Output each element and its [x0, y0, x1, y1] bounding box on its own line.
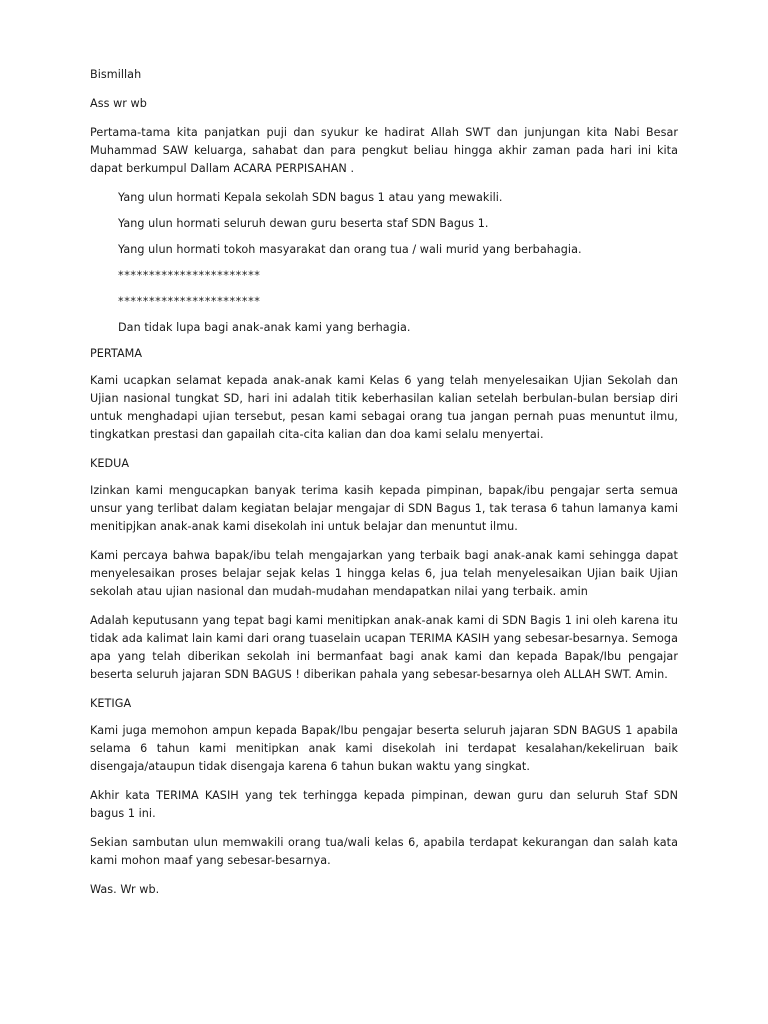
body-paragraph: Izinkan kami mengucapkan banyak terima kasih kepada pimpinan, bapak/ibu pengajar serta semua unsur yang terlibat dalam kegiatan belajar mengajar di SDN Bagus 1, tak terasa 6 tahun lamanya kami menitipjkan anak-anak kami disekolah ini untuk belajar dan menuntut ilmu.: [90, 484, 678, 533]
respect-line: Yang ulun hormati Kepala sekolah SDN bagus 1 atau yang mewakili.: [118, 191, 503, 204]
respect-line: Yang ulun hormati tokoh masyarakat dan orang tua / wali murid yang berbahagia.: [118, 243, 582, 256]
section-heading-pertama: PERTAMA: [90, 347, 143, 360]
respect-line: Yang ulun hormati seluruh dewan guru beserta staf SDN Bagus 1.: [118, 217, 489, 230]
section-heading-kedua: KEDUA: [90, 457, 130, 470]
opening-paragraph: Pertama-tama kita panjatkan puji dan syukur ke hadirat Allah SWT dan junjungan kita Nabi Besar Muhammad SAW keluarga, sahabat dan para pengkut beliau hingga akhir zaman pada hari ini kita dapat berkumpul Dallam ACARA PERPISAHAN .: [90, 126, 678, 175]
salam-opening: Ass wr wb: [90, 97, 147, 110]
asterisk-placeholder-line: ***********************: [118, 269, 261, 282]
asterisk-placeholder-line: ***********************: [118, 295, 261, 308]
respect-line: Dan tidak lupa bagi anak-anak kami yang berhagia.: [118, 321, 411, 334]
body-paragraph: Kami percaya bahwa bapak/ibu telah mengajarkan yang terbaik bagi anak-anak kami sehingga dapat menyelesaikan proses belajar sejak kelas 1 hingga kelas 6, jua telah menyelesaikan Ujian baik Ujian sekolah atau ujian nasional dan mudah-mudahan mendapatkan nilai yang terbaik. amin: [90, 549, 678, 598]
body-paragraph: Akhir kata TERIMA KASIH yang tek terhingga kepada pimpinan, dewan guru dan seluruh Staf SDN bagus 1 ini.: [90, 789, 678, 820]
body-paragraph: Adalah keputusann yang tepat bagi kami menitipkan anak-anak kami di SDN Bagis 1 ini oleh karena itu tidak ada kalimat lain kami dari orang tuaselain ucapan TERIMA KASIH yang sebesar-besarnya. Semoga apa yang telah diberikan sekolah ini bermanfaat bagi anak kami dan kepada Bapak/Ibu pengajar beserta seluruh jajaran SDN BAGUS ! diberikan pahala yang sebesar-besarnya oleh ALLAH SWT. Amin.: [90, 614, 678, 681]
section-heading-ketiga: KETIGA: [90, 697, 132, 710]
body-paragraph: Sekian sambutan ulun memwakili orang tua/wali kelas 6, apabila terdapat kekurangan dan salah kata kami mohon maaf yang sebesar-besarnya.: [90, 836, 678, 867]
document-page: [90, 66, 678, 910]
greeting-text: Bismillah: [90, 68, 142, 81]
body-paragraph: Kami ucapkan selamat kepada anak-anak kami Kelas 6 yang telah menyelesaikan Ujian Sekolah dan Ujian nasional tungkat SD, hari ini adalah titik keberhasilan kalian setelah berbulan-bulan bersiap diri untuk menghadapi ujian tersebut, pesan kami sebagai orang tua jangan pernah puas menuntut ilmu, tingkatkan prestasi dan gapailah cita-cita kalian dan doa kami selalu menyertai.: [90, 374, 678, 441]
body-paragraph: Kami juga memohon ampun kepada Bapak/Ibu pengajar beserta seluruh jajaran SDN BAGUS 1 apabila selama 6 tahun kami menitipkan anak kami disekolah ini terdapat kesalahan/kekeliruan baik disengaja/ataupun tidak disengaja karena 6 tahun bukan waktu yang singkat.: [90, 724, 678, 773]
salam-closing: Was. Wr wb.: [90, 883, 160, 896]
